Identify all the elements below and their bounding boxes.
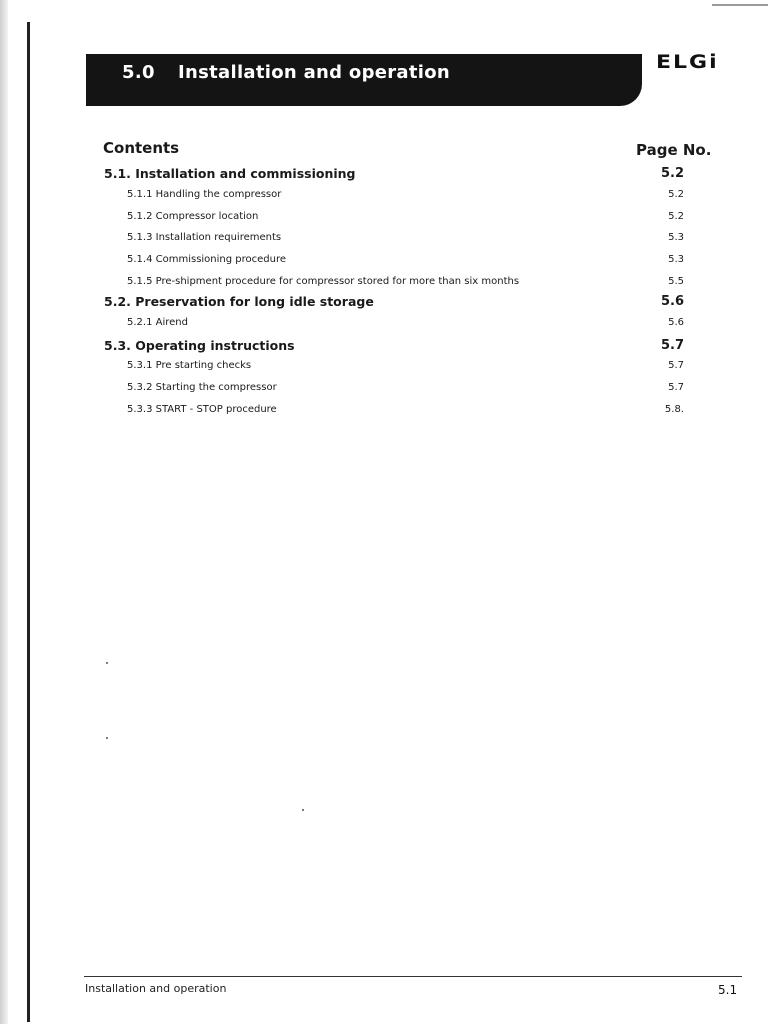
toc-entry-page: 5.7	[668, 382, 684, 393]
toc-entry-page: 5.6	[668, 317, 684, 328]
toc-entry-title: 5.1.3 Installation requirements	[127, 232, 282, 243]
toc-entry-page: 5.7	[660, 338, 684, 353]
chapter-title-text: Installation and operation	[178, 62, 451, 83]
toc-entry-title: 5.3.1 Pre starting checks	[127, 360, 252, 371]
toc-entry-title: 5.1.4 Commissioning procedure	[127, 254, 287, 265]
scan-corner-mark	[712, 4, 768, 6]
binding-edge-line	[27, 22, 30, 1022]
page-number-heading: Page No.	[636, 141, 712, 159]
scan-speck	[106, 662, 108, 664]
toc-entry-title: 5.1.5 Pre-shipment procedure for compressor stored for more than six months	[127, 276, 520, 287]
scan-edge-shadow	[0, 0, 8, 1024]
toc-entry-title: 5.1.1 Handling the compressor	[127, 189, 282, 200]
toc-entry-title: 5.3.2 Starting the compressor	[127, 382, 277, 393]
toc-entry-page: 5.2	[668, 211, 684, 222]
toc-entry-title: 5.1.2 Compressor location	[127, 211, 259, 222]
chapter-title	[122, 62, 450, 83]
footer-page-number: 5.1	[718, 983, 738, 997]
footer-title: Installation and operation	[85, 982, 227, 995]
toc-entry-title: 5.2. Preservation for long idle storage	[104, 294, 374, 309]
toc-entry-page: 5.7	[668, 360, 684, 371]
toc-entry-page: 5.3	[668, 232, 684, 243]
footer-rule	[84, 976, 742, 977]
scan-speck	[106, 737, 108, 739]
contents-heading: Contents	[103, 139, 180, 157]
chapter-number: 5.0	[122, 62, 155, 83]
toc-entry-title: 5.2.1 Airend	[127, 317, 188, 328]
toc-entry-page: 5.8.	[664, 404, 684, 415]
toc-entry-title: 5.3.3 START - STOP procedure	[127, 404, 277, 415]
toc-entry-title: 5.3. Operating instructions	[104, 338, 295, 353]
toc-entry-title: 5.1. Installation and commissioning	[104, 166, 356, 181]
toc-entry-page: 5.5	[668, 276, 684, 287]
toc-entry-page: 5.6	[660, 294, 684, 309]
scan-speck	[302, 809, 304, 811]
toc-entry-page: 5.2	[660, 166, 684, 181]
elgi-logo: ELGi	[656, 51, 719, 74]
toc-entry-page: 5.2	[668, 189, 684, 200]
toc-entry-page: 5.3	[668, 254, 684, 265]
